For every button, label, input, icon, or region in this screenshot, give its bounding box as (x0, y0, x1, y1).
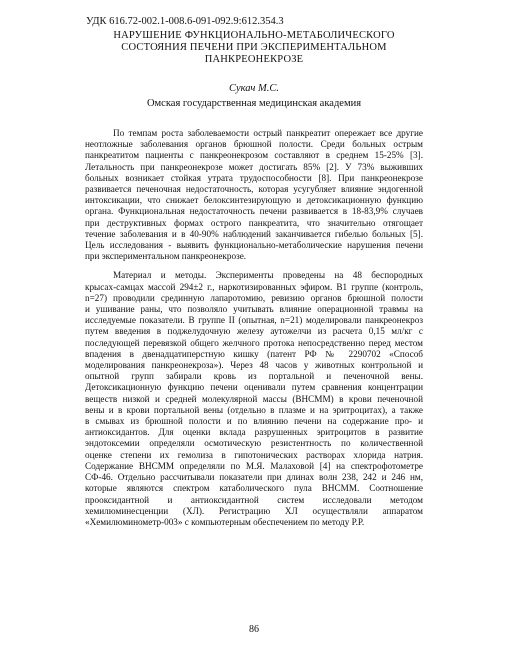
text-line: По темпам роста заболеваемости острый панкреатит опережает все другие (113, 128, 423, 138)
page-number: 86 (249, 624, 259, 635)
article-title (60, 30, 448, 66)
text-line: развивается печеночная недостаточность, которая усугубляет влияние эндогенной (85, 184, 423, 195)
udk-code: УДК 616.72-002.1-008.6-091-092.9:612.354.3 (86, 16, 284, 27)
text-line: антиоксидантов. Для оценки вклада разрушенных эритроцитов в развитие (85, 427, 423, 438)
text-line: Летальность при панкреонекрозе может достигать 85% [2]. У 73% выживших (85, 161, 423, 172)
text-line: Цель исследования - выявить функционально-метаболические нарушения печени (85, 240, 423, 251)
text-line: путем введения в поджелудочную железу аутожелчи из расчета 0,15 мл/кг с (85, 326, 423, 337)
text-line: оценке степени их гемолиза в гипотонических растворах хлорида натрия. (85, 449, 423, 460)
text-line: интоксикации, что снижает белоксинтезирующую и детоксикационную функцию (85, 195, 423, 206)
text-line: веществ низкой и средней молекулярной массы (ВНСММ) в крови печеночной (85, 393, 423, 404)
text-line: Материал и методы. Эксперименты проведены на 48 беспородных (113, 270, 423, 281)
title-line: ПАНКРЕОНЕКРОЗЕ (204, 54, 304, 65)
text-line: больных возникает стойкая утрата трудоспособности [8]. При панкреонекрозе (85, 172, 423, 183)
affiliation: Омская государственная медицинская академия (146, 98, 362, 109)
text-line: течение заболевания и в 40-90% наблюдений заканчивается гибелью больных [5]. (85, 228, 423, 239)
text-line: эндотоксемии определяли осмотическую резистентность по количественной (85, 438, 423, 449)
text-line: при экспериментальном панкреонекрозе. (85, 251, 247, 262)
text-line: последующей перевязкой общего желчного протока непосредственно перед местом (85, 337, 423, 348)
text-line: моделирования панкреонекроза»). Через 48 часов у животных контрольной и (85, 360, 423, 371)
author: Сукач М.С. (228, 83, 280, 94)
text-line: «Хемилюминометр-003» с компьютерным обеспечением по методу Р.Р. (85, 516, 365, 527)
text-line: хемилюминесценции (ХЛ). Регистрацию ХЛ осуществляли аппаратом (85, 505, 423, 516)
text-line: и ушивание раны, что позволяло учитывать влияние операционной травмы на (85, 304, 423, 315)
text-line: впадения в двенадцатиперстную кишку (патент РФ № 2290702 «Способ (85, 348, 423, 359)
title-line: НАРУШЕНИЕ ФУНКЦИОНАЛЬНО-МЕТАБОЛИЧЕСКОГО (113, 30, 395, 41)
text-line: вены и в крови портальной вены (отдельно в плазме и на эритроцитах), а также (85, 404, 423, 415)
text-line: органа. Функциональная недостаточность печени развивается в 18-83,9% случаев (85, 206, 423, 217)
text-line: Детоксикационную функцию печени оценивали путем сравнения концентрации (85, 382, 423, 393)
article-body (85, 128, 423, 528)
title-line: СОСТОЯНИЯ ПЕЧЕНИ ПРИ ЭКСПЕРИМЕНТАЛЬНОМ (121, 42, 387, 53)
text-line: при деструктивных формах острого панкреатита, что значительно отягощает (85, 217, 423, 228)
text-line: панкреатитом пациенты с панкреонекрозом составляют в среднем 15-25% [3]. (85, 150, 423, 161)
text-line: неотложные заболевания органов брюшной полости. Среди больных острым (85, 139, 423, 150)
text-line: Содержание ВНСММ определяли по М.Я. Малаховой [4] на спектрофотометре (85, 460, 423, 471)
text-line: в смывах из брюшной полости и по влиянию печени на содержание про- и (85, 416, 423, 427)
text-line: прооксидантной и антиоксидантной систем исследовали методом (85, 494, 423, 505)
text-line: n=27) проводили срединную лапаротомию, ревизию органов брюшной полости (85, 292, 423, 303)
text-line: опытной групп забирали кровь из портальной и печеночной вены. (85, 371, 423, 382)
text-line: которые являются спектром катаболического пула ВНСММ. Соотношение (85, 483, 423, 494)
text-line: исследуемые показатели. В группе II (опытная, n=21) моделировали панкреонекроз (85, 315, 423, 326)
text-line: крысах-самцах массой 294±2 г., наркотизированных эфиром. В1 группе (контроль, (85, 281, 423, 292)
paragraph-methods (85, 270, 423, 528)
paragraph-intro (85, 128, 423, 262)
text-line: СФ-46. Отдельно рассчитывали показатели при длинах волн 238, 242 и 246 нм, (85, 472, 423, 483)
